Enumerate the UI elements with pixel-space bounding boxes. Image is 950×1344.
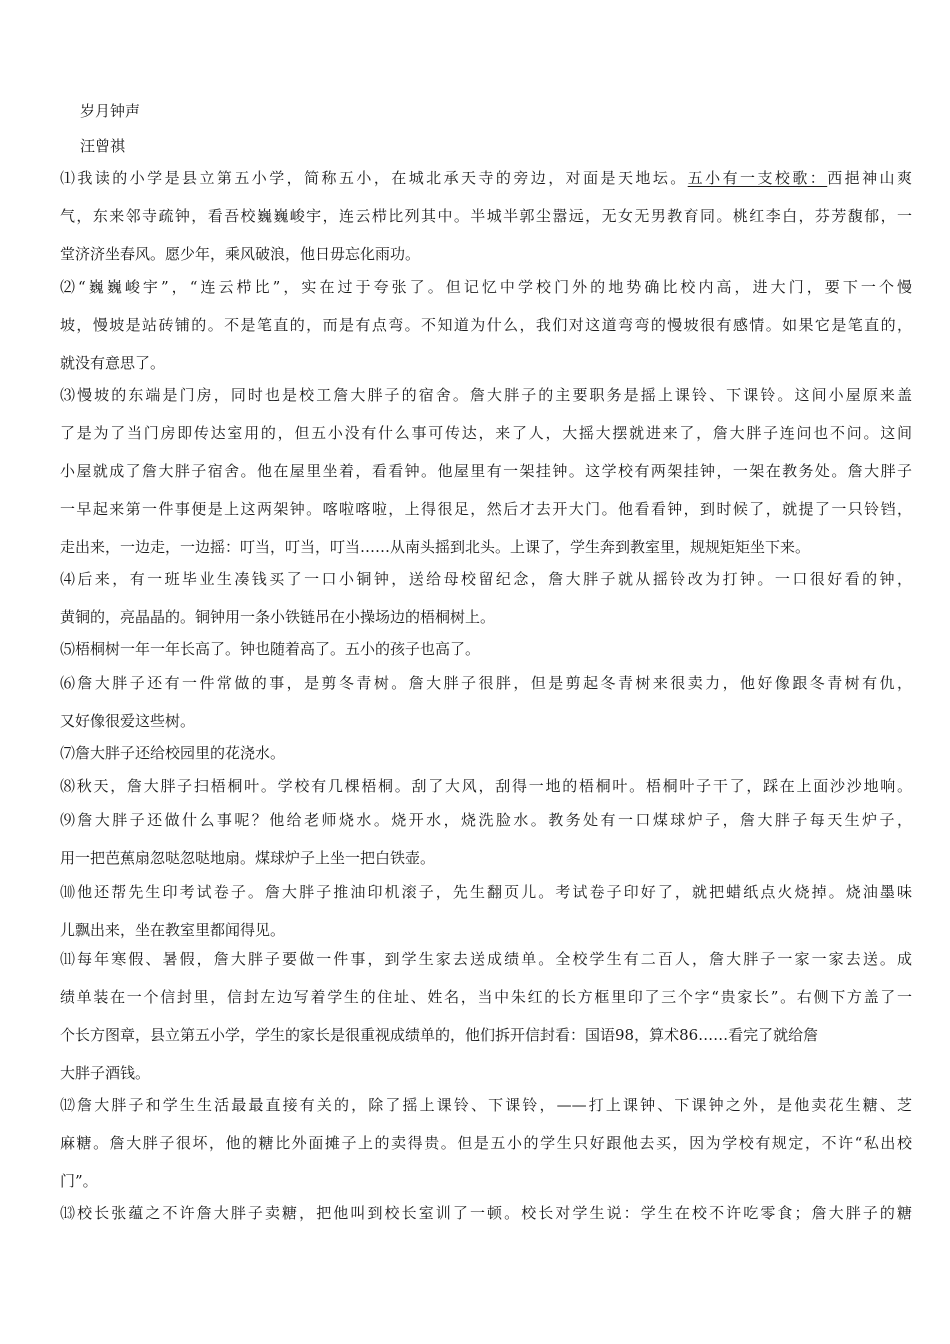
paragraph-line: 大胖子酒钱。 (60, 1064, 151, 1082)
paragraph-line: 黄铜的，亮晶晶的。铜钟用一条小铁链吊在小操场边的梧桐树上。 (60, 608, 496, 626)
paragraph-line: 坡，慢坡是站砖铺的。不是笔直的，而是有点弯。不知道为什么，我们对这道弯弯的慢坡很有感情。如果它是笔直的， (60, 316, 912, 334)
underlined-text: 五小有一支校歌： (687, 169, 828, 187)
paragraph-line: ⑽他还帮先生印考试卷子。詹大胖子推油印机滚子，先生翻页儿。考试卷子印好了，就把蜡纸点火烧掉。烧油墨味 (60, 883, 912, 901)
paragraph-line: 堂济济坐春风。愿少年，乘风破浪，他日毋忘化雨功。 (60, 245, 421, 263)
article-title: 岁月钟声 (80, 102, 141, 120)
text-span: ⑴我读的小学是县立第五小学，简称五小，在城北承天寺的旁边，对面是天地坛。 (60, 169, 688, 187)
paragraph-line: 门”。 (60, 1172, 98, 1190)
paragraph-line: 一早起来第一件事便是上这两架钟。喀啦喀啦，上得很足，然后才去开大门。他看看钟，到时候了，就提了一只铃铛， (60, 500, 912, 518)
article-author: 汪曾祺 (80, 137, 126, 155)
paragraph-line: 用一把芭蕉扇忽哒忽哒地扇。煤球炉子上坐一把白铁壶。 (60, 849, 436, 867)
paragraph-line: ⑼詹大胖子还做什么事呢？他给老师烧水。烧开水，烧洗脸水。教务处有一口煤球炉子，詹大胖子每天生炉子， (60, 811, 912, 829)
paragraph-line: 了是为了当门房即传达室用的，但五小没有什么事可传达，来了人，大摇大摆就进来了，詹大胖子连问也不问。这间 (60, 424, 912, 442)
paragraph-line: ⑺詹大胖子还给校园里的花浇水。 (60, 744, 286, 762)
paragraph-line: 又好像很爱这些树。 (60, 712, 196, 730)
paragraph-line: 就没有意思了。 (60, 354, 166, 372)
paragraph-line (60, 163, 912, 193)
paragraph-line: ⑻秋天，詹大胖子扫梧桐叶。学校有几棵梧桐。刮了大风，刮得一地的梧桐叶。梧桐叶子干了，踩在上面沙沙地响。 (60, 777, 912, 795)
paragraph-line: 个长方图章，县立第五小学，学生的家长是很重视成绩单的，他们拆开信封看：国语98，算术86……看完了就给詹 (60, 1026, 819, 1044)
paragraph-line: 麻糖。詹大胖子很坏，他的糖比外面摊子上的卖得贵。但是五小的学生只好跟他去买，因为学校有规定，不许“私出校 (60, 1134, 912, 1152)
text-span: 西挹神山爽 (827, 169, 912, 187)
paragraph-line: 气，东来邻寺疏钟，看吾校巍巍峻宇，连云栉比列其中。半城半郭尘嚣远，无女无男教育同。桃红李白，芬芳馥郁，一 (60, 207, 912, 225)
paragraph-line: ⑶慢坡的东端是门房，同时也是校工詹大胖子的宿舍。詹大胖子的主要职务是摇上课铃、下课铃。这间小屋原来盖 (60, 386, 912, 404)
paragraph-line: ⑾每年寒假、暑假，詹大胖子要做一件事，到学生家去送成绩单。全校学生有二百人，詹大胖子一家一家去送。成 (60, 950, 912, 968)
paragraph-line: 小屋就成了詹大胖子宿舍。他在屋里坐着，看看钟。他屋里有一架挂钟。这学校有两架挂钟，一架在教务处。詹大胖子 (60, 462, 912, 480)
paragraph-line: ⑷后来，有一班毕业生凑钱买了一口小铜钟，送给母校留纪念，詹大胖子就从摇铃改为打钟。一口很好看的钟， (60, 570, 912, 588)
paragraph-line: ⑹詹大胖子还有一件常做的事，是剪冬青树。詹大胖子很胖，但是剪起冬青树来很卖力，他好像跟冬青树有仇， (60, 674, 912, 692)
paragraph-line: ⒀校长张蕴之不许詹大胖子卖糖，把他叫到校长室训了一顿。校长对学生说：学生在校不许吃零食；詹大胖子的糖 (60, 1204, 912, 1222)
paragraph-line: 儿飘出来，坐在教室里都闻得见。 (60, 921, 286, 939)
paragraph-line: 走出来，一边走，一边摇：叮当，叮当，叮当……从南头摇到北头。上课了，学生奔到教室里，规规矩矩坐下来。 (60, 538, 811, 556)
paragraph-line: ⑵“巍巍峻宇”，“连云栉比”，实在过于夸张了。但记忆中学校门外的地势确比校内高，进大门，要下一个慢 (60, 278, 912, 296)
paragraph-line: 绩单装在一个信封里，信封左边写着学生的住址、姓名，当中朱红的长方框里印了三个字“贵家长”。右侧下方盖了一 (60, 988, 912, 1006)
paragraph-line: ⑿詹大胖子和学生生活最最直接有关的，除了摇上课铃、下课铃，——打上课钟、下课钟之外，是他卖花生糖、芝 (60, 1096, 912, 1114)
paragraph-line: ⑸梧桐树一年一年长高了。钟也随着高了。五小的孩子也高了。 (60, 640, 481, 658)
